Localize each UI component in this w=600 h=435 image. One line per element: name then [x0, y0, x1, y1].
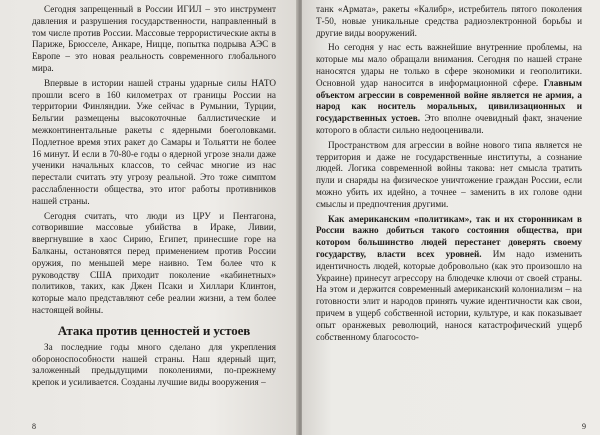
paragraph-text: Им надо изменить идентичность людей, которые добровольно (как это произошло на Украине) принесут агрессору на блюдечке ключи от своей страны. На этом и держится современный американский колониализм – на готовности элит и народов принять чужие идентичности как свои, причем в ущерб собственной истории, культуре, и как показывает опыт оранжевых революций, нанося катастрофический ущерб собственному благососто- [316, 248, 582, 342]
paragraph: танк «Армата», ракеты «Калибр», истребитель пятого поколения Т-50, новые уникальные средства радиоэлектронной борьбы и другие виды вооружений. [316, 4, 582, 38]
paragraph: Пространством для агрессии в войне нового типа является не территория и даже не государственные институты, а сознание людей. Логика современной войны такова: нет смысла тратить пули и снаряды на физическое уничтожение граждан России, если можно убить их идейно, а точнее – заменить в их голове одни смыслы и предпочтения другими. [316, 139, 582, 209]
paragraph [316, 42, 582, 136]
paragraph: За последние годы много сделано для укрепления обороноспособности нашей страны. Наш ядерный щит, заложенный предыдущими поколениями, по-прежнему крепок и усиливается. Созданы лучшие виды вооружения – [32, 341, 276, 388]
right-page [302, 0, 600, 435]
page-number: 8 [32, 422, 36, 431]
section-heading: Атака против ценностей и устоев [57, 322, 251, 338]
left-text-column [32, 4, 276, 389]
paragraph-text: Это вполне очевидный факт, значение которого в области сильно недооценивали. [316, 113, 582, 135]
bold-text: Главным объектом агрессии в современной войне является не армия, а народ как носитель моральных, цивилизационных и государственных устоев. [316, 77, 582, 124]
paragraph [316, 214, 582, 344]
page-number: 9 [582, 422, 586, 431]
paragraph: Сегодня запрещенный в России ИГИЛ – это инструмент давления и разрушения государственности, направленный в том числе против России. Массовые террористические акты в Париже, Брюсселе, Анкаре, Ницце, попытка подрыва АЭС в Европе – это новая реальность современного глобального мира. [32, 4, 276, 73]
paragraph-text: Но сегодня у нас есть важнейшие внутренние проблемы, на которые мы мало обращали внимания. Сегодня по нашей стране наносятся удары не только в сфере экономики и геополитики. Основной удар наносится в информационной сфере. [316, 42, 582, 88]
paragraph: Сегодня считать, что люди из ЦРУ и Пентагона, сотворившие массовые убийства в Ираке, Ливии, ввергнувшие в хаос Сирию, Египет, принесшие горе на Балканы, остановятся перед применением против России оружия, по меньшей мере наивно. Тем более что к руководству США приходит поколение «кабинетных» политиков, таких, как Джен Псаки и Хиллари Клинтон, которые мало представляют себе реалии жизни, а тем более настоящей войны. [32, 210, 276, 315]
bold-text: Как американским «политикам», так и их сторонникам в России важно добиться такого состояния общества, при котором большинство людей перестанет доверять своему государству, власти всех уровней. [316, 213, 582, 259]
right-text-column [316, 4, 582, 343]
paragraph: Впервые в истории нашей страны ударные силы НАТО прошли всего в 160 километрах от границы России на территории Финляндии. Уже сейчас в Румынии, Турции, Бельгии размещены высокоточные баллистические и межконтинентальные ракеты с ядерными боеголовками. Подлетное время этих ракет до Самары и Тольятти не более 16 минут. И если в 70-80-е годы о ядерной угрозе знали даже ученики начальных классов, то сейчас многие из нас перестали считать эту угрозу реальной. Это тоже симптом расслабленности общества, это итог работы противников нашей страны. [32, 77, 276, 206]
left-page [0, 0, 298, 435]
